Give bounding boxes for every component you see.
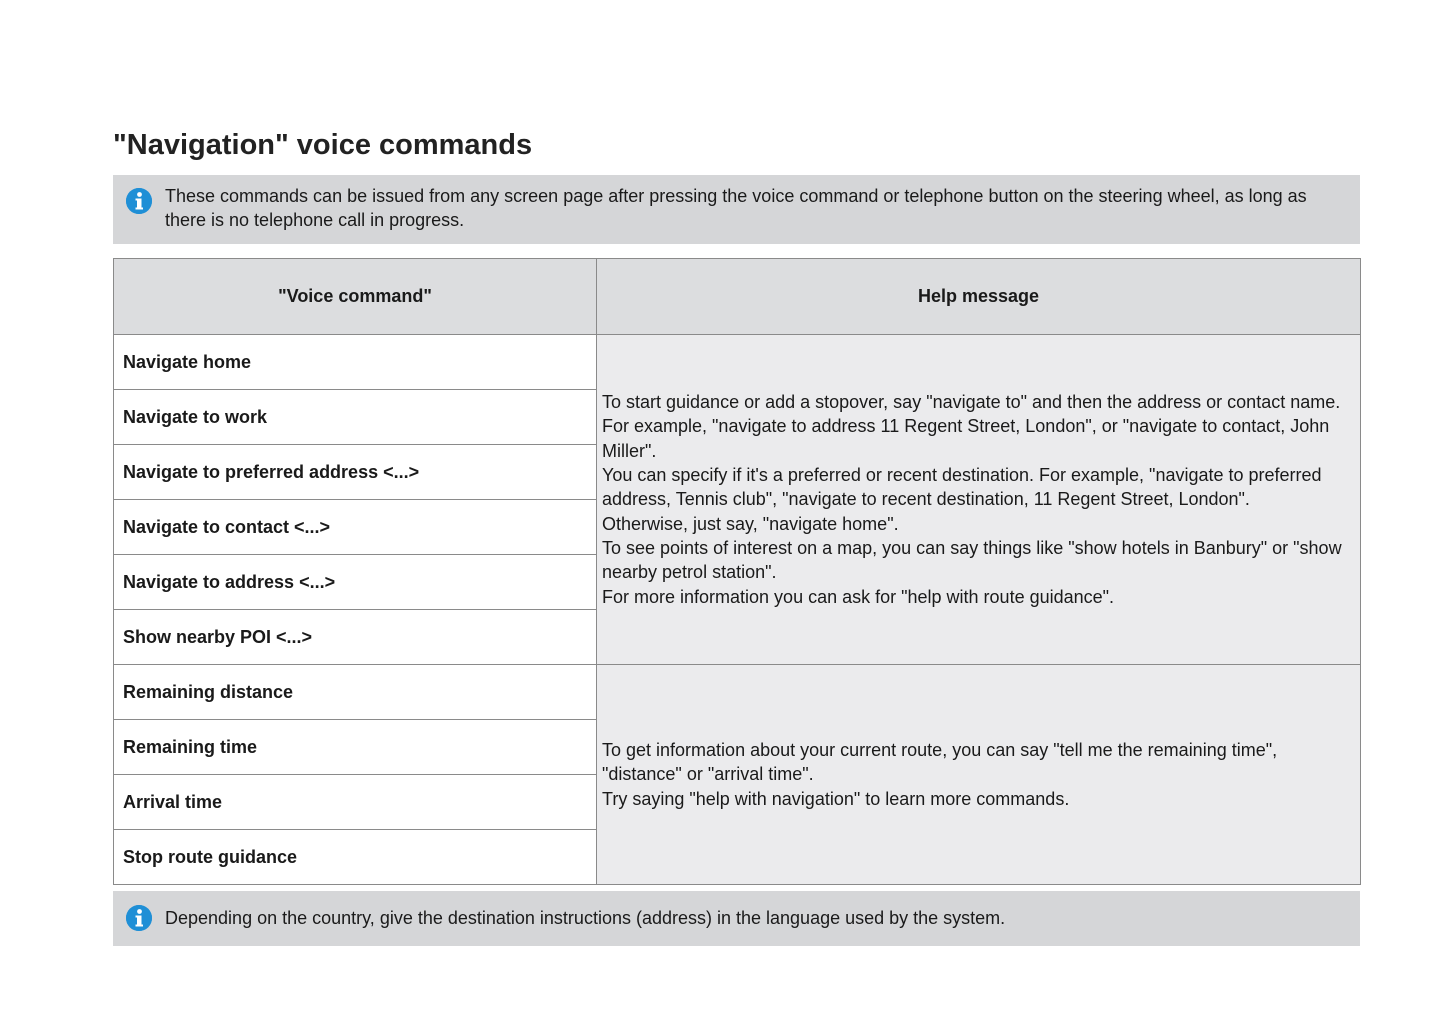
table-header-row xyxy=(114,259,1361,335)
help-line: To see points of interest on a map, you can say things like "show hotels in Banbury" or "show nearby petrol station". xyxy=(602,537,1342,583)
page-title: "Navigation" voice commands xyxy=(113,129,533,161)
help-line: Otherwise, just say, "navigate home". xyxy=(602,513,899,534)
voice-commands-table xyxy=(113,258,1361,885)
help-line: To get information about your current route, you can say "tell me the remaining time", "distance" or "arrival time". xyxy=(602,740,1278,785)
column-header-voice-command: "Voice command" xyxy=(114,259,597,335)
command-cell: Show nearby POI <...> xyxy=(114,610,597,665)
help-line: For example, "navigate to address 11 Regent Street, London", or "navigate to contact, John Miller". xyxy=(602,416,1330,461)
info-note-bottom-text: Depending on the country, give the destination instructions (address) in the language used by the system. xyxy=(165,908,1006,928)
help-line: For more information you can ask for "help with route guidance". xyxy=(602,586,1115,607)
command-cell: Navigate to preferred address <...> xyxy=(114,445,597,500)
info-note-bottom xyxy=(113,891,1360,946)
command-cell: Arrival time xyxy=(114,775,597,830)
help-line: You can specify if it's a preferred or recent destination. For example, "navigate to preferred address, Tennis club", "navigate to recent destination, 11 Regent Street, London". xyxy=(602,465,1322,510)
info-note-top-text: These commands can be issued from any screen page after pressing the voice command or telephone button on the steering wheel, as long as there is no telephone call in progress. xyxy=(165,186,1307,230)
table-row xyxy=(114,665,1361,720)
command-cell: Stop route guidance xyxy=(114,830,597,885)
command-cell: Navigate to contact <...> xyxy=(114,500,597,555)
command-cell: Remaining time xyxy=(114,720,597,775)
help-message-navigation xyxy=(597,335,1361,665)
help-line: Try saying "help with navigation" to learn more commands. xyxy=(602,788,1070,809)
help-message-route-info xyxy=(597,665,1361,885)
command-cell: Navigate home xyxy=(114,335,597,390)
help-line: To start guidance or add a stopover, say "navigate to" and then the address or contact name. xyxy=(602,392,1341,413)
info-icon xyxy=(126,188,152,214)
column-header-help-message: Help message xyxy=(597,259,1361,335)
command-cell: Navigate to work xyxy=(114,390,597,445)
info-icon xyxy=(126,905,152,931)
info-note-top xyxy=(113,175,1360,244)
command-cell: Navigate to address <...> xyxy=(114,555,597,610)
table-row xyxy=(114,335,1361,390)
command-cell: Remaining distance xyxy=(114,665,597,720)
